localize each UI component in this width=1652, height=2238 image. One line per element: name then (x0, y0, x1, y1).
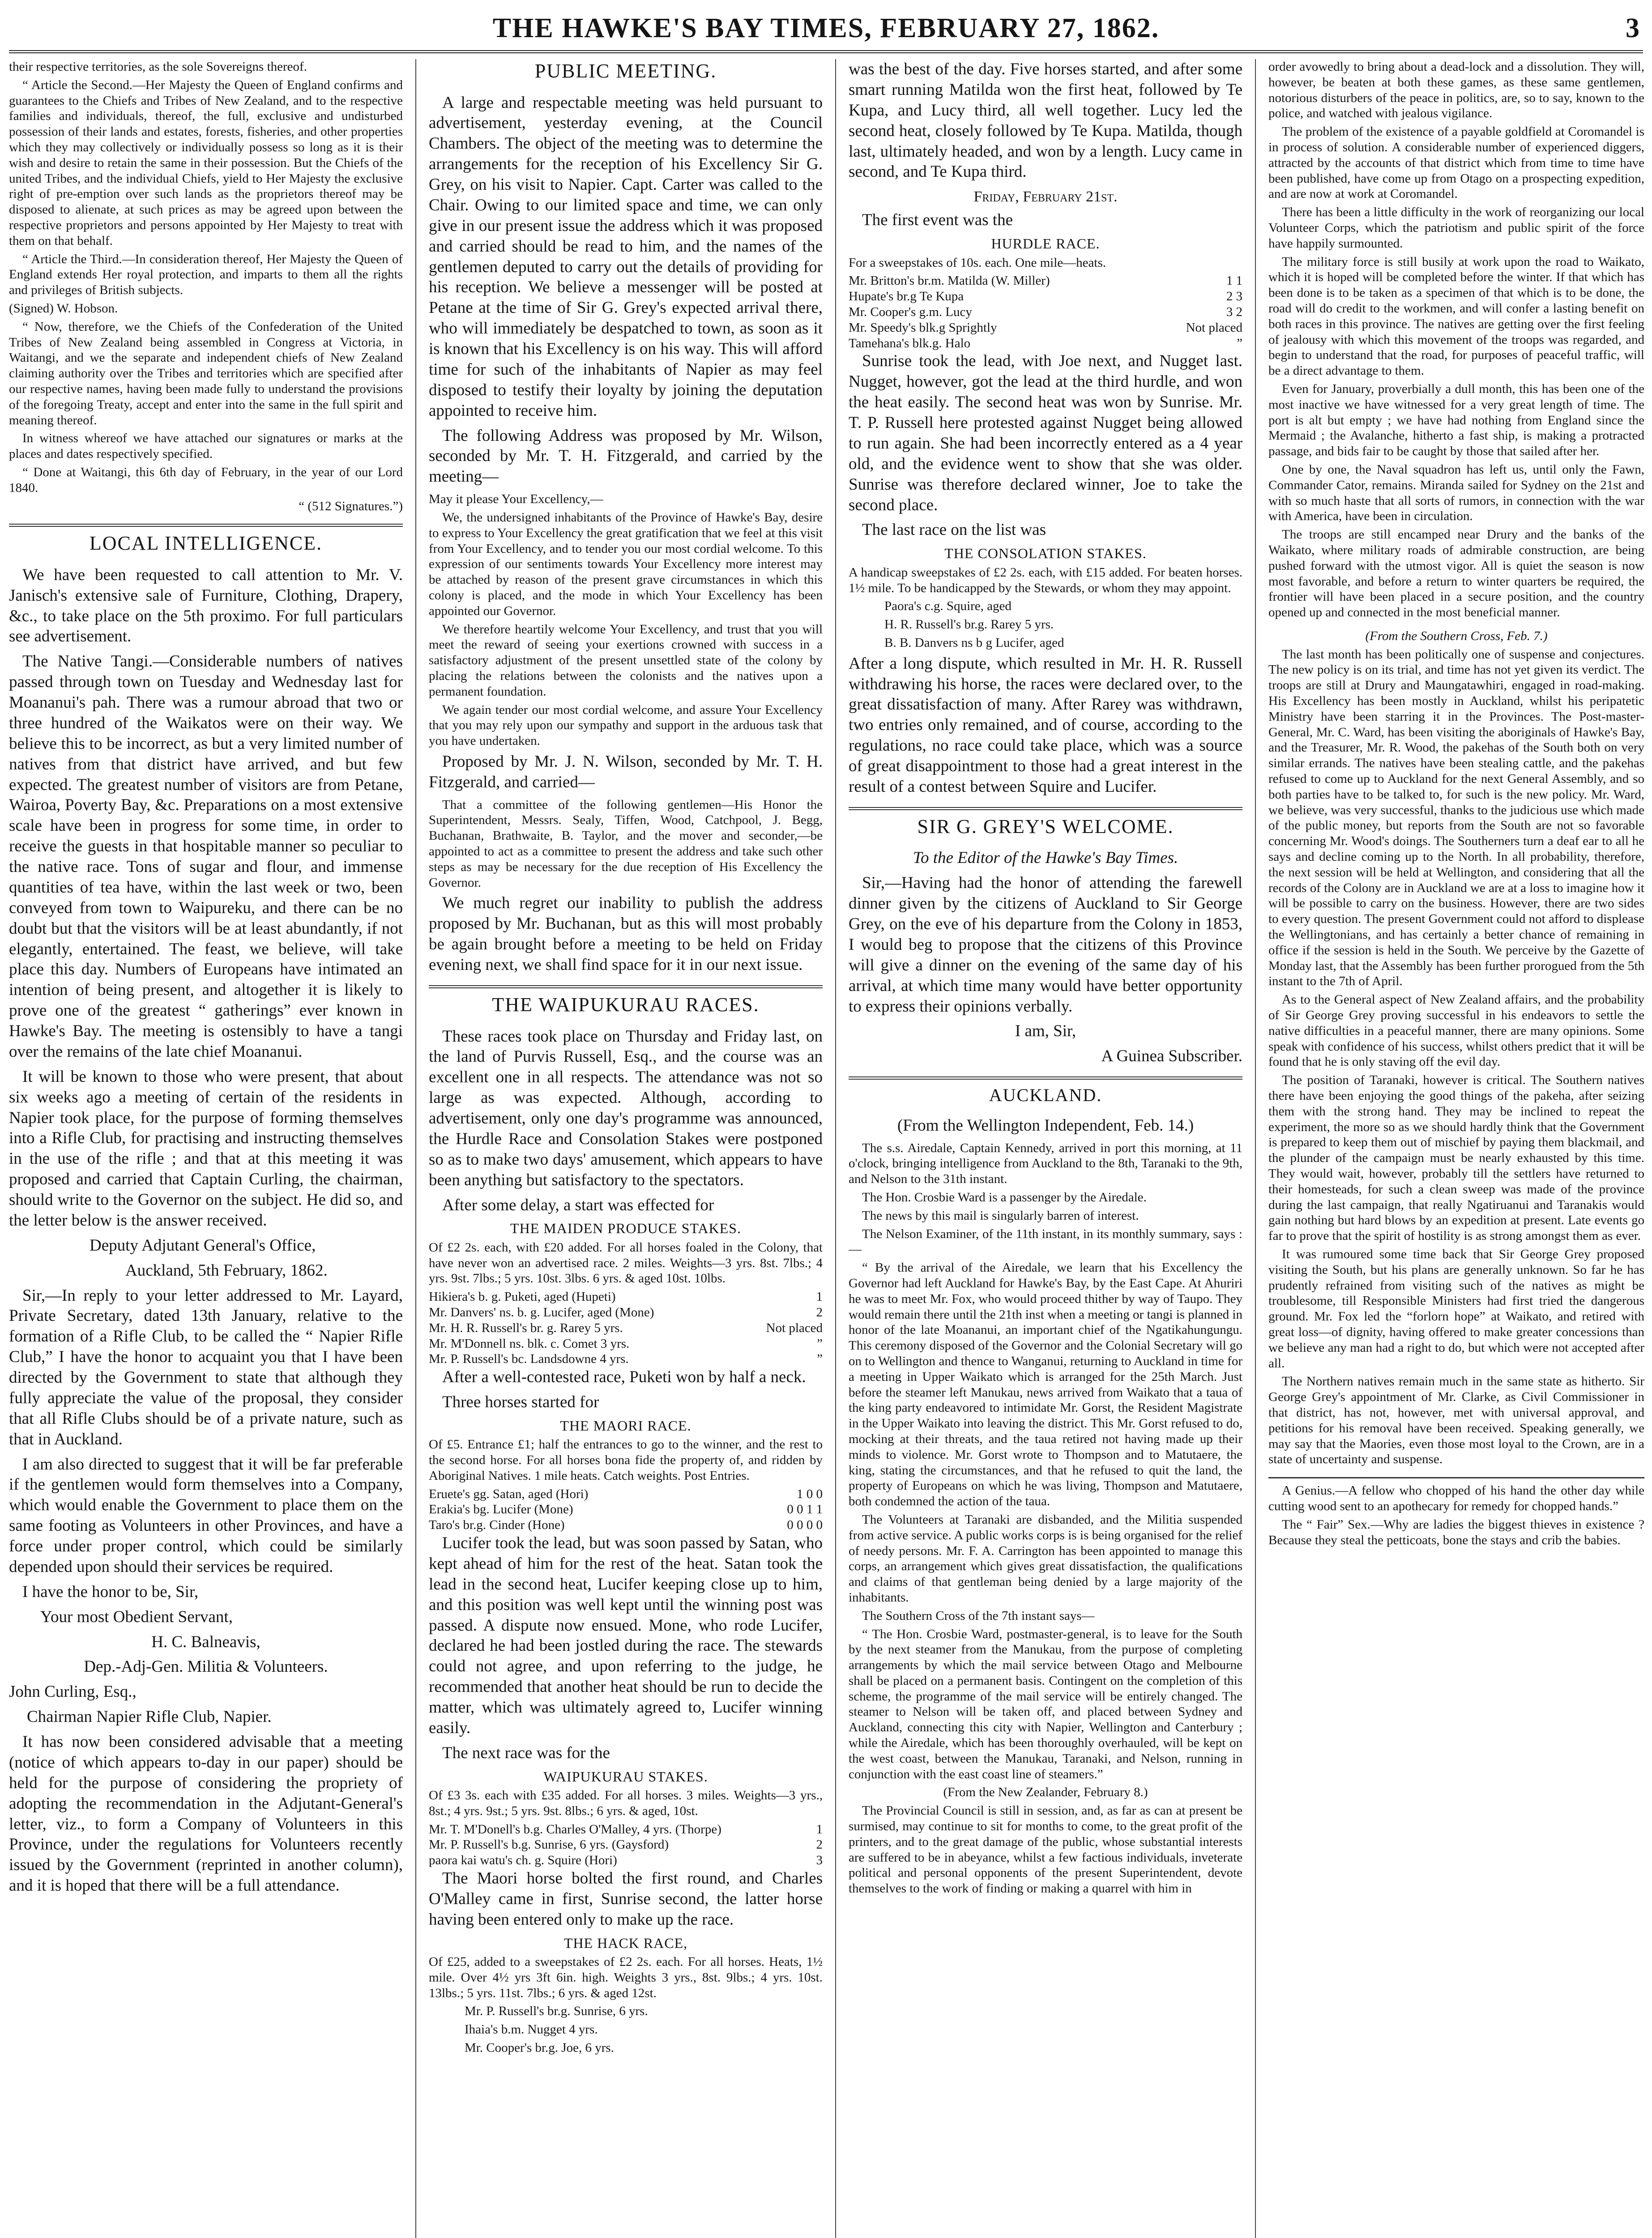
paragraph: That a committee of the following gentlemen—His Honor the Superintendent, Messrs. Sealy, Tiffen, Wood, Catchpool, J. Begg, Buchanan, Brathwaite, B. Taylor, and the mover and seconder,—be appointed to act as a committee to present the address and take such other steps as may be necessary for the due reception of His Excellency the Governor. (429, 797, 823, 890)
column-3 (849, 59, 1242, 2238)
race-title: THE MAORI RACE. (560, 1417, 692, 1434)
race-conditions: Of £25, added to a sweepstakes of £2 2s. each. For all horses. Heats, 1½ mile. Over 4½ yrs 3ft 6in. high. Weights 3 yrs., 8st. 9lbs.; 4 yrs. 10st. 13lbs.; 5 yrs. 11st. 7lbs.; 6 yrs. & aged 12st. (429, 1955, 823, 2000)
race-entry: Mr. Speedy's blk.g Sprightly Not placed (849, 320, 1242, 335)
dateline: Deputy Adjutant General's Office, (90, 1236, 316, 1255)
auckland-continued (1268, 59, 1644, 1548)
paragraph: After a well-contested race, Puketi won by half a neck. (442, 1368, 806, 1387)
paragraph: Sir,—Having had the honor of attending the farewell dinner given by the citizens of Auckland to Sir George Grey, on the eve of his departure from the Colony in 1853, I would beg to propose that the citizens of this Province will give a dinner on the evening of the same day of his arrival, at which time many would have better opportunity to express their opinions verbally. (849, 874, 1242, 1016)
column-rule (415, 59, 416, 2238)
race-entry: Tamehana's blk.g. Halo ” (849, 336, 1242, 350)
paragraph: One by one, the Naval squadron has left us, until only the Fawn, Commander Cator, remains. Miranda sailed for Sydney on the 21st and with so much haste that all sorts of rumors, in connection with the war with America, have been in circulation. (1268, 462, 1644, 524)
masthead (9, 9, 1643, 53)
addressee-name: John Curling, Esq., (9, 1683, 137, 1701)
race-entry: paora kai watu's ch. g. Squire (Hori) 3 (429, 1853, 823, 1868)
race-card-maori (429, 1417, 823, 1533)
race-card-waipukurau (429, 1768, 823, 1868)
section-heading: LOCAL INTELLIGENCE. (89, 532, 323, 555)
race-title: THE HACK RACE, (563, 1935, 688, 1951)
paragraph: order avowedly to bring about a dead-lock and a dissolution. They will, however, be beaten at both these games, as these same gentlemen, notorious disturbers of the peace in politics, are, so to say, known to the police, and watched with jealous vigilance. (1268, 60, 1644, 121)
committee-text (429, 797, 823, 891)
paragraph: The Provincial Council is still in session, and, as far as can at present be surmised, may continue to sit for months to come, to the great profit of the printers, and to the great damage of the public, whose substantial interests are suffered to be in abeyance, whilst a few factious individuals, inveterate political and personal opponents of the present Superintendent, devote themselves to the work of finding or making a quarrel with him in (849, 1803, 1242, 1896)
paragraph: Lucifer took the lead, but was soon passed by Satan, who kept ahead of him for the rest of the heat. Satan took the lead in the second heat, Lucifer keeping close up to him, and this position was well kept until the winning post was passed. A dispute now ensued. Mone, who rode Lucifer, declared he had been jostled during the race. The stewards could not agree, and upon referring to the judge, he recommended that another heat should be run to decide the matter, which was ultimately agreed to, Lucifer winning easily. (429, 1534, 823, 1737)
paragraph: “ Now, therefore, we the Chiefs of the Confederation of the United Tribes of New Zealand being assembled in Congress at Victoria, in Waitangi, and we the separate and independent chiefs of New Zealand claiming authority over the Tribes and territories which are specified after our respective names, having been made fully to understand the provisions of the foregoing Treaty, accept and enter into the same in the full spirit and meaning thereof. (9, 319, 403, 427)
race-entry: Mr. Britton's br.m. Matilda (W. Miller) 1 1 (849, 273, 1242, 288)
paragraph: The Nelson Examiner, of the 11th instant, in its monthly summary, says :— (849, 1226, 1242, 1257)
section-heading: THE WAIPUKURAU RACES. (492, 993, 760, 1016)
paragraph: We therefore heartily welcome Your Excellency, and trust that you will meet the reward of seeing your exertions crowned with success in a satisfactory adjustment of the present unsettled state of the colony by placing the relations between the colonists and the natives upon a permanent foundation. (429, 622, 823, 699)
paragraph: I am also directed to suggest that it will be far preferable if the gentlemen would form themselves into a Company, which would enable the Government to place them on the same footing as Volunteers in other Provinces, and have a force under proper control, which could be similarly depended upon should their services be required. (9, 1455, 403, 1576)
paragraph: It has now been considered advisable that a meeting (notice of which appears to-day in our paper) should be held for the purpose of considering the propriety of adopting the recommendation in the Adjutant-General's letter, viz., to form a Company of Volunteers in this Province, under the regulations for Volunteers recently issued by the Government (reprinted in another column), and it is hoped that there will be a full attendance. (9, 1733, 403, 1895)
signer-title: Dep.-Adj-Gen. Militia & Volunteers. (84, 1657, 328, 1676)
section-rule (9, 524, 403, 527)
address-text (429, 491, 823, 749)
race-conditions: A handicap sweepstakes of £2 2s. each, with £15 added. For beaten horses. 1½ mile. To be handicapped by the Stewards, or whom they may appoint. (849, 565, 1242, 595)
column-1 (9, 59, 403, 2238)
dateline: Friday, February 21st. (973, 188, 1118, 205)
section-heading: SIR G. GREY'S WELCOME. (917, 815, 1174, 837)
source-line: (From the New Zealander, February 8.) (943, 1785, 1148, 1800)
race-entry: Mr. P. Russell's bc. Landsdowne 4 yrs. ” (429, 1352, 823, 1367)
paragraph: The problem of the existence of a payable goldfield at Coromandel is in process of solution. A considerable number of experienced diggers, attracted by the accounts of that district which from time to time have been published, have come up from Otago on a prospecting expedition, and are now at work at Coromandel. (1268, 124, 1644, 201)
paragraph: These races took place on Thursday and Friday last, on the land of Purvis Russell, Esq., and the course was an excellent one in all respects. The attendance was not so large as was expected. Although, according to advertisement, only one day's programme was announced, the Hurdle Race and Consolation Stakes were postponed so as to make two days' amusement, which appears to have been anything but satisfactory to the spectators. (429, 1027, 823, 1189)
paragraph: The first event was the (862, 211, 1013, 230)
race-entry: Mr. Cooper's g.m. Lucy 3 2 (849, 305, 1242, 320)
paragraph: The Hon. Crosbie Ward is a passenger by the Airedale. (862, 1190, 1147, 1204)
paragraph: The Maori horse bolted the first round, and Charles O'Malley came in first, Sunrise second, the latter horse having been entered only to make up the race. (429, 1869, 823, 1929)
paragraph: The Southern Cross of the 7th instant says— (862, 1608, 1095, 1623)
race-card-maiden (429, 1220, 823, 1367)
section-rule (849, 807, 1242, 810)
paragraph: The news by this mail is singularly barren of interest. (862, 1208, 1139, 1223)
closing-line: I am, Sir, (1015, 1022, 1076, 1041)
closing-line: I have the honor to be, Sir, (22, 1582, 199, 1601)
race-conditions: Of £2 2s. each, with £20 added. For all horses foaled in the Colony, that have never won an advertised race. 2 miles. Weights—3 yrs. 8st. 7lbs.; 4 yrs. 9st. 7lbs.; 5 yrs. 10st. 3lbs. 6 yrs. & aged 10st. 10lbs. (429, 1240, 823, 1286)
paragraph: We again tender our most cordial welcome, and assure Your Excellency that you may rely upon our sympathy and support in the arduous task that you have undertaken. (429, 702, 823, 748)
paragraph: The next race was for the (442, 1743, 610, 1762)
paragraph: “ Article the Second.—Her Majesty the Queen of England confirms and guarantees to the Chiefs and Tribes of New Zealand, and to the respective families and individuals, thereof, the full, exclusive and undisturbed possession of their lands and estates, forests, fisheries, and other properties which they may collectively or individually possess so long as it is their wish and desire to retain the same in their possession. But the Chiefs of the united Tribes, and the individual Chiefs, yield to Her Majesty the exclusive right of pre-emption over such lands as the proprietors thereof may be disposed to alienate, at such prices as may be agreed upon between the respective proprietors and persons appointed by Her Majesty to treat with them on that behalf. (9, 77, 403, 248)
signature-line: (Signed) W. Hobson. (9, 301, 118, 316)
paragraph: The s.s. Airedale, Captain Kennedy, arrived in port this morning, at 11 o'clock, bringing intelligence from Auckland to the 8th, Taranaki to the 9th, and Nelson to the 31th instant. (849, 1140, 1242, 1187)
paragraph: As to the General aspect of New Zealand affairs, and the probability of Sir George Grey proving successful in his endeavors to settle the native difficulties in a peaceful manner, there are many opinions. Some speak with confidence of his success, whilst others predict that it will be found that he is only staving off the evil day. (1268, 992, 1644, 1069)
section-rule (1268, 1477, 1644, 1478)
race-conditions: For a sweepstakes of 10s. each. One mile—heats. (849, 255, 1106, 270)
race-card-consolation (849, 545, 1242, 650)
race-entry: B. B. Danvers ns b g Lucifer, aged (884, 635, 1064, 650)
addressee-title: Chairman Napier Rifle Club, Napier. (27, 1708, 272, 1726)
paragraph: Three horses started for (442, 1393, 599, 1412)
signer-name: A Guinea Subscriber. (1101, 1047, 1242, 1066)
source-line: (From the Wellington Independent, Feb. 14.) (897, 1116, 1194, 1135)
race-card-hack (429, 1935, 823, 2056)
paragraph: The last race on the list was (862, 521, 1046, 539)
page-number: 3 (1626, 13, 1640, 43)
paragraph: “ Done at Waitangi, this 6th day of February, in the year of our Lord 1840. (9, 465, 403, 495)
paragraph: The troops are still encamped near Drury and the banks of the Waikato, where military roads of admirable construction, are being pushed forward with the utmost vigor. All is quiet the season is now most favorable, and before a return to winter quarters be required, the frontier will have been placed in a secure position, and the country opened up and connected in the most beneficial manner. (1268, 527, 1644, 620)
race-title: HURDLE RACE. (991, 235, 1100, 252)
paragraph: The Volunteers at Taranaki are disbanded, and the Militia suspended from active service. A public works corps is is being organised for the relief of needy persons. Mr. F. A. Carrington has been appointed to manage this corps, an arrangement which gives great dissatisfaction, the qualifications and claims of that gentleman being denied by a large majority of the inhabitants. (849, 1512, 1242, 1605)
paragraph: Sir,—In reply to your letter addressed to Mr. Layard, Private Secretary, dated 13th January, relative to the formation of a Rifle Club, to be called the “ Napier Rifle Club,” I have the honor to acquaint you that I have been directed by the Government to state that although they fully appreciate the value of the proposal, they consider that all Rifle Clubs should be of a private nature, such as that in Auckland. (9, 1286, 403, 1448)
race-conditions: Of £5. Entrance £1; half the entrances to go to the winner, and the rest to the second horse. For all horses bona fide the property of, and ridden by Aboriginal Natives. 1 mile heats. Catch weights. Post Entries. (429, 1437, 823, 1483)
race-entry: Mr. T. M'Donell's b.g. Charles O'Malley, 4 yrs. (Thorpe) 1 (429, 1822, 823, 1837)
race-conditions: Of £3 3s. each with £35 added. For all horses. 3 miles. Weights—3 yrs., 8st.; 4 yrs. 9st.; 5 yrs. 9st. 8lbs.; 6 yrs. & aged, 10st. (429, 1788, 823, 1818)
race-entry: H. R. Russell's br.g. Rarey 5 yrs. (884, 617, 1054, 632)
race-entry: Mr. P. Russell's b.g. Sunrise, 6 yrs. (Gaysford) 2 (429, 1837, 823, 1852)
paragraph: There has been a little difficulty in the work of reorganizing our local Volunteer Corps, which the patriotism and public spirit of the force have happily surmounted. (1268, 205, 1644, 251)
paragraph: The military force is still busily at work upon the road to Waikato, which it is hoped will be completed before the winter. If that which has been done is to be taken as a specimen of that which is to be done, the road will do credit to the workmen, and will confer a lasting benefit on both races in this province. The natives are getting over the first feeling of jealousy with which this movement of the troops was regarded, and begin to understand that the road, for purposes of peaceful traffic, will be a direct advantage to them. (1268, 254, 1644, 378)
column-4 (1268, 59, 1644, 2238)
race-entry: Mr. P. Russell's br.g. Sunrise, 6 yrs. (465, 2004, 648, 2019)
source-line: (From the Southern Cross, Feb. 7.) (1365, 628, 1548, 643)
paragraph: May it please Your Excellency,— (429, 492, 603, 507)
paragraph: We have been requested to call attention to Mr. V. Janisch's extensive sale of Furniture, Clothing, Drapery, &c., to take place on the 5th proximo. For full particulars see advertisement. (9, 565, 403, 646)
race-entry: Mr. M'Donnell ns. blk. c. Comet 3 yrs. ” (429, 1336, 823, 1351)
paragraph: Even for January, proverbially a dull month, this has been one of the most inactive we have witnessed for a very great length of time. The port is alt but empty ; we have had nothing from England since the Mermaid ; the Avalanche, hitherto a fast ship, is making a protracted passage, and bids fair to be caught by those that sailed after her. (1268, 381, 1644, 459)
paragraph: The “ Fair” Sex.—Why are ladies the biggest thieves in existence ? Because they steal the petticoats, bone the stays and crib the babies. (1268, 1517, 1644, 1547)
paragraph: A large and respectable meeting was held pursuant to advertisement, yesterday evening, at the Council Chambers. The object of the meeting was to determine the arrangements for the reception of his Excellency Sir G. Grey, on his visit to Napier. Capt. Carter was called to the Chair. Owing to our limited space and time, we can only give in our present issue the address which it was proposed and carried should be read to him, and the names of the gentlemen deputed to carry out the details of providing for his reception. We believe a messenger will be posted at Petane at the time of Sir G. Grey's expected arrival there, who will immediately be despatched to town, as soon as it is known that his Excellency is on his way. This will afford time for such of the inhabitants of Napier as may feel disposed to testify their loyalty by joining the deputation appointed to receive him. (429, 93, 823, 420)
signature-count: “ (512 Signatures.”) (299, 499, 403, 513)
closing-line: Your most Obedient Servant, (40, 1607, 233, 1626)
section-rule (429, 985, 823, 988)
paragraph: We much regret our inability to publish the address proposed by Mr. Buchanan, but as this will most probably be again brought before a meeting to be held on Friday evening next, we shall find space for it in our next issue. (429, 894, 823, 974)
paragraph: In witness whereof we have attached our signatures or marks at the places and dates respectively specified. (9, 431, 403, 461)
section-heading: PUBLIC MEETING. (534, 60, 717, 82)
column-rule (835, 59, 836, 2238)
paragraph: Sunrise took the lead, with Joe next, and Nugget last. Nugget, however, got the lead at the third hurdle, and won the heat easily. The second heat was won by Sunrise. Mr. T. P. Russell here protested against Nugget being allowed to run again. She had been incorrectly entered as a 4 year old, and the evidence went to show that she was older. Sunrise was therefore declared winner, Joe to take the second place. (849, 352, 1242, 514)
paragraph: The position of Taranaki, however is critical. The Southern natives there have been enjoying the good things of the pakeha, after seizing them with the strong hand. They may be inclined to repeat the experiment, the more so as we should hardly think that the Government is prepared to keep them out of mischief by paying them blackmail, and the plunder of the campaign must be nearly exhausted by this time. They would wait, however, probably till the settlers have returned to their homesteads, for such a clean sweep was made of the province during the last campaign, that really Ngatiruanui and Taranakis would gain nothing but hard blows by an expedition at present. Late events go far to prove that the spirit of hostility is as strong amongst them as ever. (1268, 1073, 1644, 1243)
race-card-hurdle (849, 235, 1242, 351)
section-rule (849, 1076, 1242, 1080)
race-entry: Mr. H. R. Russell's br. g. Rarey 5 yrs. Not placed (429, 1320, 823, 1335)
paragraph: The following Address was proposed by Mr. Wilson, seconded by Mr. T. H. Fitzgerald, and carried by the meeting— (429, 426, 823, 486)
race-entry: Mr. Danvers' ns. b. g. Lucifer, aged (Mone) 2 (429, 1305, 823, 1320)
race-entry: Mr. Cooper's br.g. Joe, 6 yrs. (465, 2041, 614, 2055)
race-entry: Hupate's br.g Te Kupa 2 3 (849, 289, 1242, 304)
section-heading: AUCKLAND. (989, 1085, 1102, 1106)
dateline: Auckland, 5th February, 1862. (125, 1261, 328, 1280)
paragraph: After a long dispute, which resulted in Mr. H. R. Russell withdrawing his horse, the races were declared over, to the great dissatisfaction of many. After Rarey was withdrawn, two entries only remained, and of course, according to the regulations, no race could take place, which was a source of great disappointment to those had a great interest in the result of a contest between Squire and Lucifer. (849, 654, 1242, 796)
race-title: THE MAIDEN PRODUCE STAKES. (510, 1220, 741, 1237)
race-entry: Hikiera's b. g. Puketi, aged (Hupeti) 1 (429, 1290, 823, 1304)
race-entry: Erakia's bg. Lucifer (Mone) 0 0 1 1 (429, 1502, 823, 1517)
paragraph: After some delay, a start was effected for (442, 1196, 714, 1214)
race-title: WAIPUKURAU STAKES. (543, 1768, 708, 1785)
treaty-text (9, 59, 403, 514)
paragraph: Proposed by Mr. J. N. Wilson, seconded by Mr. T. H. Fitzgerald, and carried— (429, 752, 823, 791)
paragraph: The Native Tangi.—Considerable numbers of natives passed through town on Tuesday and Wednesday last for Moananui's pah. There was a rumour abroad that two or three hundred of the Waikatos were on their way. We believe this to be incorrect, as but a very limited number of natives from that district have arrived, and but few expected. The greatest number of visitors are from Petane, Wairoa, Poverty Bay, &c. Preparations on a most extensive scale have been in progress for some time, in order to receive the guests in that hospitable manner so peculiar to the native race. Tons of sugar and flour, and immense quantities of tea have, within the last week or two, been conveyed from town to Waipureku, and there can be no doubt but that the visitors will be at least abundantly, if not elegantly, entertained. The feast, we believe, will take place this day. Numbers of Europeans have intimated an intention of being present, and altogether it is likely to prove one of the greatest “ gatherings” ever known in Hawke's Bay. The meeting is ostensibly to have a tangi over the remains of the late chief Moananui. (9, 652, 403, 1061)
race-title: THE CONSOLATION STAKES. (944, 545, 1147, 562)
race-entry: Paora's c.g. Squire, aged (884, 599, 1012, 614)
race-entry: Eruete's gg. Satan, aged (Hori) 1 0 0 (429, 1486, 823, 1501)
paragraph: It was rumoured some time back that Sir George Grey proposed visiting the South, but his plans are generally unknown. So far he has prudently refrained from visiting such of the natives as might be troublesome, till Responsible Ministers had first tried the dangerous ground. Mr. Fox led the “forlorn hope” at Waikato, and retired with great loss—of dignity, having offered to make greater concessions than we believe any man had a right to do, but which were not accepted after all. (1268, 1247, 1644, 1371)
paragraph: “ By the arrival of the Airedale, we learn that his Excellency the Governor had left Auckland for Hawke's Bay, by the East Cape. At Ahuriri he was to meet Mr. Fox, who would proceed thither by way of Taupo. They would remain there until the 21th inst when a meeting or tangi is planned in honor of the late Moananui, an important chief of the Ngatikahungungu. This ceremony disposed of the Governor and the Colonial Secretary will go on to Wellington and thence to Wanganui, returning to Auckland in time for a meeting in Upper Waikato which is arranged for the 25th March. Just before the steamer left Manukau, news arrived from Waikato that a taua of the king party endeavored to intimidate Mr. Gorst, the Resident Magistrate in the Upper Waikato into leaving the district. This Mr. Gorst refused to do, mocking at their threats, and the taua retired not having made up their minds to violence. Mr. Gorst wrote to Thompson and to Matutaere, the king, stating the circumstances, and that he refused to quit the land, the property of Europeans on which he was living, Thompson and Matutaere, both condemned the action of the taua. (849, 1260, 1242, 1509)
paragraph: “ The Hon. Crosbie Ward, postmaster-general, is to leave for the South by the next steamer from the Manukau, from the purpose of completing arrangements by which the mail service between Otago and Melbourne shall be placed on a permanent basis. Contingent on the completion of this scheme, the programme of the mail service will be entirely changed. The steamer to Nelson will be taken off, and placed between Sydney and Auckland, connecting this city with Napier, Wellington and Canterbury ; while the Airedale, which has been thoroughly overhauled, will be kept on the west coast, between the Manukau, Taranaki, and Nelson, running in conjunction with the east coast line of steamers.” (849, 1627, 1242, 1781)
race-entry: Taro's br.g. Cinder (Hone) 0 0 0 0 (429, 1518, 823, 1533)
paragraph: The last month has been politically one of suspense and conjectures. The new policy is on its trial, and time has not yet given its verdict. The troops are still at Drury and Maungatawhiri, engaged in road-making. His Excellency has been mostly in Auckland, whilst his peripatetic Ministry have been starring it in the Provinces. The Post-master-General, Mr. C. Ward, has been visiting the aboriginals of Hawke's Bay, and the Treasurer, Mr. R. Wood, the pakehas of the South both on very similar errands. The natives have been stealing cattle, and the pakehas refused to come up to Auckland for the next General Assembly, and so both parties have to be talked to, for such is the new policy. Mr. Ward, we believe, was very successful, thanks to the judicious use which made of the public money, but reports from the South are not so favorable concerning Mr. Wood's doings. The Southerners turn a deaf ear to all he says and decline coming up to the North. In all probability, therefore, the next session will be held at Wellington, and considering that all the records of the Colony are in Auckland we are at a loss to imagine how it will be possible to carry on the business. However, there are two sides to every question. The present Government could not afford to displease the Wellingtonians, and has certainly a better chance of remaining in office if the session is held in the South. We perceive by the Gazette of Monday last, that the Assembly has been further prorogued from the 5th instant to the 7th of April. (1268, 647, 1644, 989)
auckland-text (849, 1140, 1242, 1896)
paragraph: their respective territories, as the sole Sovereigns thereof. (9, 60, 307, 74)
masthead-title: THE HAWKE'S BAY TIMES, FEBRUARY 27, 1862. (492, 13, 1160, 43)
paragraph: We, the undersigned inhabitants of the Province of Hawke's Bay, desire to express to Your Excellency the great gratification that we feel at this visit from Your Excellency, and to tender you our most cordial welcome. To this expression of our sentiments towards Your Excellency more interest may be attached by reason of the present grave circumstances in which this colony is placed, and the mode in which Your Excellency has been appointed our Governor. (429, 510, 823, 618)
paragraph: was the best of the day. Five horses started, and after some smart running Matilda won the first heat, followed by Te Kupa, and Lucy third, all well together. Lucy led the second heat, closely followed by Te Kupa. Matilda, though last, ultimately headed, and won by a length. Lucy came in second, and Te Kupa third. (849, 60, 1242, 181)
paragraph: The Northern natives remain much in the same state as hitherto. Sir George Grey's appointment of Mr. Clarke, as Civil Commissioner in that district, has not, however, met with universal approval, and petitions for his removal have been received. Speaking generally, we may say that the Maories, even those most loyal to the Crown, are in a state of uncertainty and suspense. (1268, 1374, 1644, 1467)
column-rule (1255, 59, 1256, 2238)
race-entry: Ihaia's b.m. Nugget 4 yrs. (465, 2022, 598, 2037)
column-2 (429, 59, 823, 2238)
paragraph: It will be known to those who were present, that about six weeks ago a meeting of certain of the residents in Napier took place, for the purpose of forming themselves into a Rifle Club, for practising and instructing themselves in the use of the rifle ; and that at this meeting it was proposed and carried that Captain Curling, the chairman, should write to the Governor on the subject. He did so, and the letter below is the answer received. (9, 1067, 403, 1230)
signer-name: H. C. Balneavis, (151, 1632, 260, 1651)
paragraph: A Genius.—A fellow who chopped of his hand the other day while cutting wood sent to an apothecary for remedy for chopped hands.” (1268, 1483, 1644, 1513)
letter-address: To the Editor of the Hawke's Bay Times. (913, 849, 1178, 867)
paragraph: “ Article the Third.—In consideration thereof, Her Majesty the Queen of England extends Her royal protection, and imparts to them all the rights and privileges of British subjects. (9, 252, 403, 298)
